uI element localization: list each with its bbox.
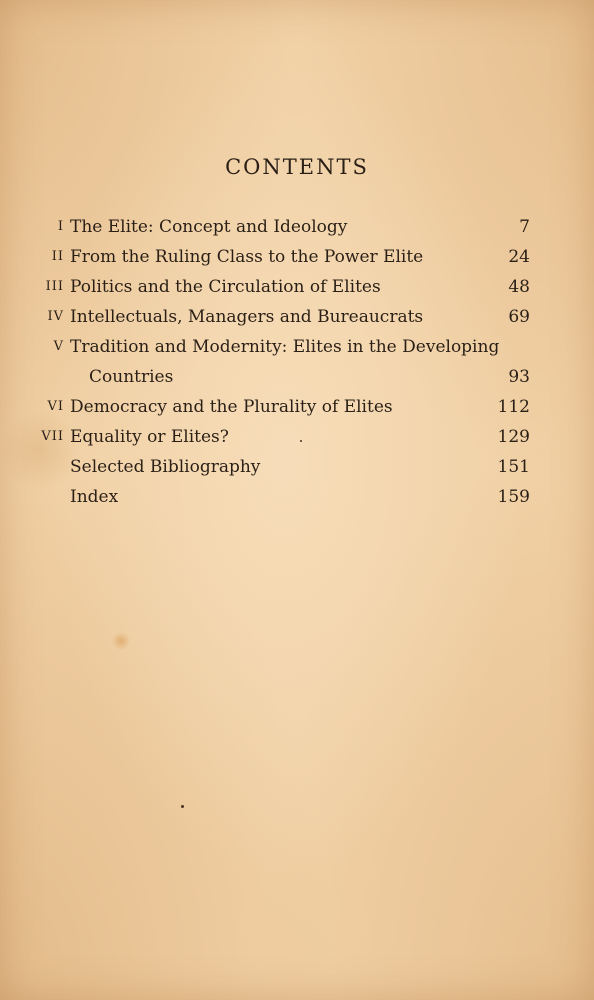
chapter-title: Intellectuals, Managers and Bureaucrats [70, 307, 424, 327]
chapter-title: The Elite: Concept and Ideology [70, 217, 348, 237]
chapter-numeral: III [45, 279, 64, 294]
page-number: 112 [497, 397, 530, 417]
toc-entry-7 [0, 422, 594, 452]
page-number: 48 [508, 277, 530, 297]
toc-entry-1 [0, 212, 594, 242]
chapter-title: From the Ruling Class to the Power Elite [70, 247, 424, 267]
paper-speck [181, 805, 184, 808]
page-number: 24 [508, 247, 530, 267]
chapter-numeral: VII [41, 429, 64, 444]
chapter-numeral: VI [47, 399, 64, 414]
toc-entry-5-continued [0, 362, 594, 392]
chapter-numeral: II [51, 249, 64, 264]
page-number: 69 [508, 307, 530, 327]
toc-entry-2 [0, 242, 594, 272]
chapter-numeral: V [53, 339, 64, 354]
page-number: 159 [497, 487, 530, 507]
toc-entry-4 [0, 302, 594, 332]
page-number: 7 [519, 217, 530, 237]
chapter-numeral: IV [47, 309, 64, 324]
page-number: 129 [497, 427, 530, 447]
toc-entry-index [0, 482, 594, 512]
toc-entry-bibliography [0, 452, 594, 482]
chapter-title: Democracy and the Plurality of Elites [70, 397, 393, 417]
toc-entry-3 [0, 272, 594, 302]
toc-entry-6 [0, 392, 594, 422]
contents-heading: CONTENTS [225, 155, 369, 179]
chapter-title-continued: Countries [89, 367, 174, 387]
toc-entry-5 [0, 332, 594, 362]
chapter-title: Politics and the Circulation of Elites [70, 277, 381, 297]
chapter-title: Equality or Elites? [70, 427, 229, 447]
section-title: Selected Bibliography [70, 457, 261, 477]
chapter-numeral: I [57, 219, 64, 234]
section-title: Index [70, 487, 119, 507]
chapter-title: Tradition and Modernity: Elites in the Developing [70, 337, 500, 357]
page-number: 151 [497, 457, 530, 477]
page-number: 93 [508, 367, 530, 387]
